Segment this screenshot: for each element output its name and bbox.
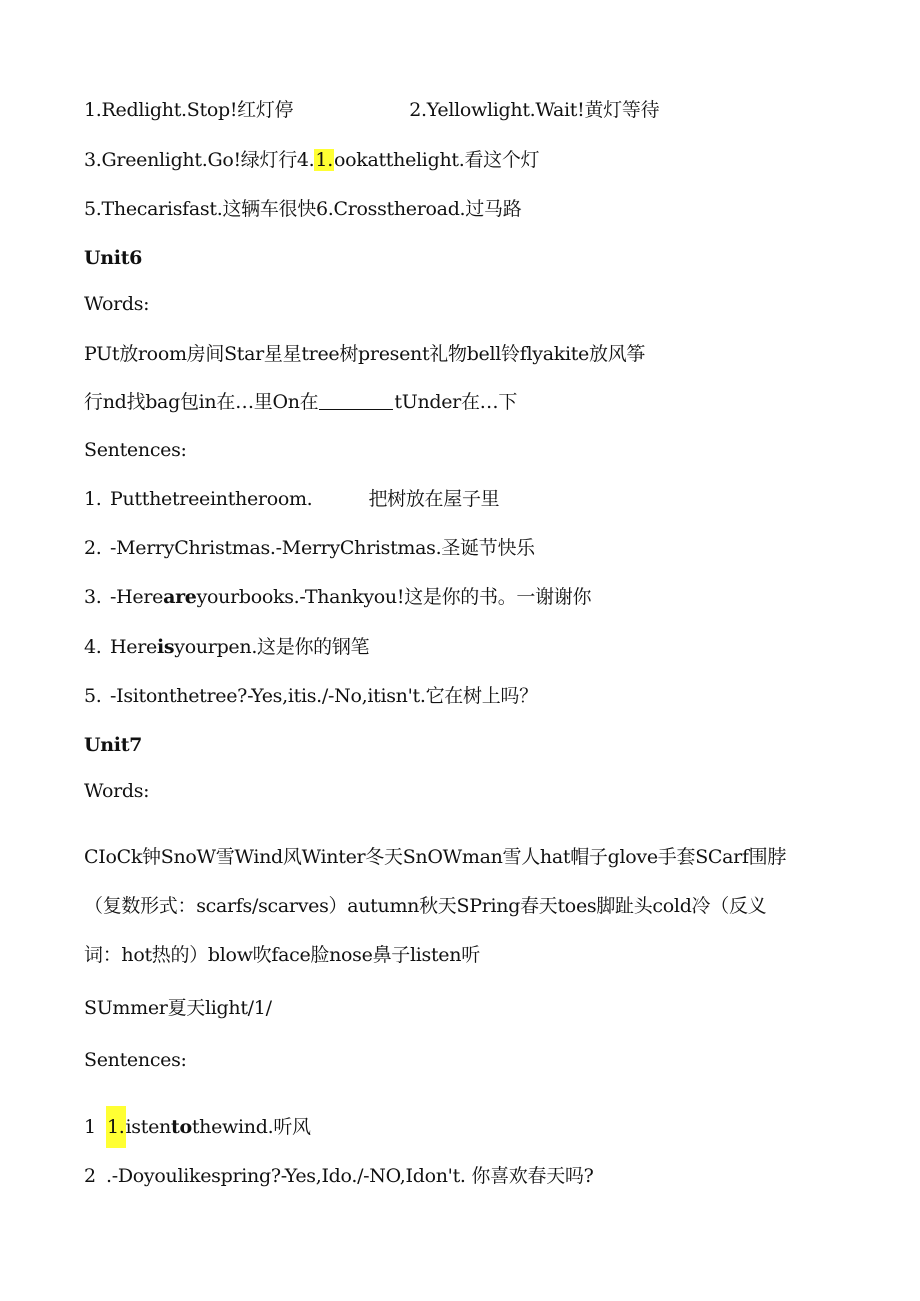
- unit6-sentence-3: [84, 583, 591, 611]
- item-number: 2.: [84, 537, 102, 559]
- unit6-words-line-2: [84, 388, 517, 416]
- unit7-sentence-2: [84, 1162, 594, 1190]
- bold-word: to: [170, 1116, 192, 1138]
- sentence-text: .-Doyoulikespring?-Yes,Ido./-NO,Idon't. 你喜欢春天吗?: [106, 1165, 594, 1187]
- item-number: 3.: [84, 586, 102, 608]
- sentence-text-2: yourpen.这是你的钢笔: [174, 636, 370, 658]
- unit6-sentences-label: Sentences:: [84, 439, 187, 461]
- sentence-text: -MerryChristmas.-MerryChristmas.圣诞节快乐: [110, 537, 535, 559]
- unit6-words-label: Words:: [84, 293, 150, 315]
- unit7-words-line-4: SUmmer夏天light/1/: [84, 997, 272, 1019]
- sentence-text-2: thewind.听风: [191, 1116, 311, 1138]
- unit6-heading: Unit6: [84, 247, 143, 269]
- sentence-zh: 把树放在屋子里: [368, 488, 500, 510]
- unit5-line-3: [84, 195, 521, 223]
- words-text: 行nd找bag包in在…里On在: [84, 391, 319, 413]
- sentence-3: 3.Greenlight.Go!绿灯行4.: [84, 149, 315, 171]
- fill-blank: [319, 391, 393, 410]
- unit7-words-line-1: CIoCk钟SnoW雪Wind风Winter冬天SnOWman雪人hat帽子glove手套SCarf围脖: [84, 846, 787, 868]
- unit7-sentences-label: Sentences:: [84, 1049, 187, 1071]
- sentence-5-6: 5.Thecarisfast.这辆车很快6.Crosstheroad.过马路: [84, 198, 522, 220]
- item-number: 1.: [84, 488, 102, 510]
- unit6-sentence-4: [84, 633, 369, 661]
- highlight-mark: 1.: [315, 149, 333, 171]
- unit7-words-label: Words:: [84, 780, 150, 802]
- item-number: 4.: [84, 636, 102, 658]
- sentence-text: -Isitonthetree?-Yes,itis./-No,itisn't.它在树上吗？: [110, 685, 538, 707]
- sentence-text: -Here: [110, 586, 164, 608]
- sentence-4: ookatthelight.看这个灯: [333, 149, 540, 171]
- sentence-en: Putthetreeintheroom.: [110, 488, 313, 510]
- unit6-words-line-1: PUt放room房间Star星星tree树present礼物bell铃flyakite放风筝: [84, 343, 646, 365]
- unit7-heading: Unit7: [84, 734, 143, 756]
- sentence-text: isten: [125, 1116, 171, 1138]
- sentence-text: Here: [110, 636, 157, 658]
- item-number: 1: [84, 1116, 96, 1138]
- unit6-sentence-2: [84, 534, 535, 562]
- highlight-mark: 1.: [106, 1106, 126, 1148]
- unit6-sentence-5: [84, 682, 538, 710]
- sentence-1: 1.Redlight.Stop!红灯停: [84, 99, 294, 121]
- unit5-line-1: [84, 96, 659, 124]
- unit6-sentence-1: [84, 485, 499, 513]
- bold-word: are: [163, 586, 197, 608]
- sentence-2: 2.Yellowlight.Wait!黄灯等待: [409, 99, 660, 121]
- sentence-text-2: yourbooks.-Thankyou!这是你的书。一谢谢你: [196, 586, 592, 608]
- bold-word: is: [156, 636, 175, 658]
- unit7-sentence-1: [84, 1113, 311, 1141]
- unit7-words-line-2: （复数形式：scarfs/scarves）autumn秋天SPring春天toes脚趾头cold冷（反义: [84, 895, 767, 917]
- unit7-words-line-3: 词：hot热的）blow吹face脸nose鼻子listen听: [84, 944, 480, 966]
- words-text-2: tUnder在…下: [394, 391, 518, 413]
- item-number: 2: [84, 1165, 96, 1187]
- item-number: 5.: [84, 685, 102, 707]
- unit5-line-2: [84, 146, 539, 174]
